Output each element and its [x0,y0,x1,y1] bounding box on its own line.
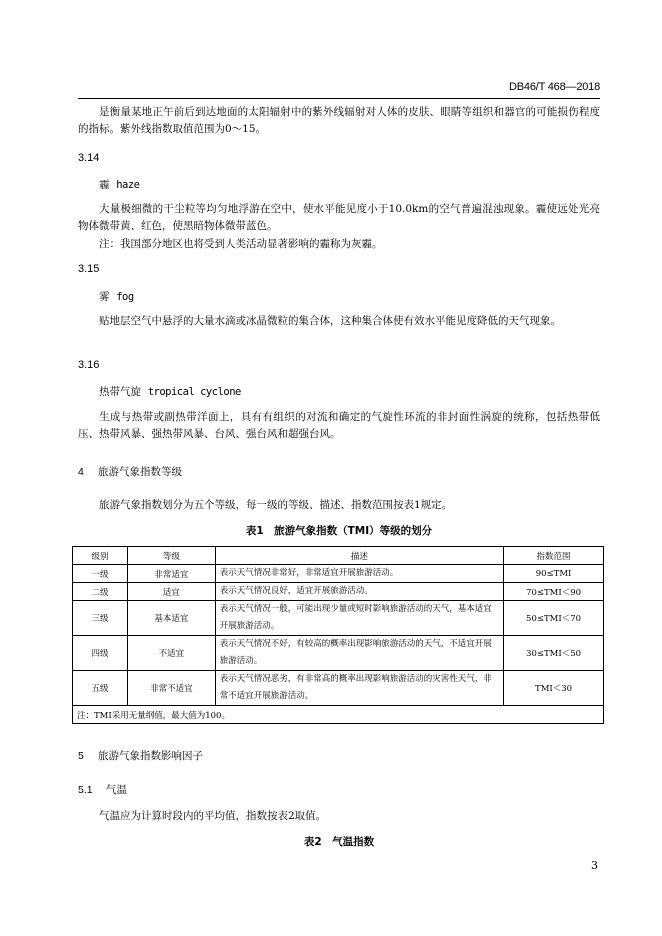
entry-term [99,177,139,192]
table-row [73,565,604,583]
grade-cell: 不适宜 [127,636,215,671]
range-cell: 70≤TMI＜90 [504,583,604,601]
table-caption: 表2 气温指数 [303,836,375,848]
grade-cell: 非常适宜 [127,565,215,583]
section-title: 旅游气象指数影响因子 [98,750,203,762]
subsection-heading [78,782,127,797]
page-number: 3 [591,859,598,872]
entry-definition: 贴地层空气中悬浮的大量水滴或冰晶微粒的集合体，这种集合体使有效水平能见度降低的天气现象。 [99,315,561,327]
table-header-cell: 级别 [73,547,128,565]
table-header-cell: 等级 [127,547,215,565]
level-cell: 五级 [73,671,128,706]
term-en: haze [116,179,140,191]
table-footnote-row [73,706,604,724]
entry-term [99,289,134,304]
grade-cell: 非常不适宜 [127,671,215,706]
description-cell: 表示天气情况恶劣，有非常高的概率出现影响旅游活动的灾害性天气，非常不适宜开展旅游活动。 [215,671,503,706]
section-heading [78,748,203,763]
entry-number: 3.16 [78,359,100,371]
term-cn: 霾 [99,179,110,191]
standard-number: DB46/T 468—2018 [509,81,600,93]
table-caption: 表1 旅游气象指数（TMI）等级的划分 [245,525,433,537]
entry-definition: 大量极细微的干尘粒等均匀地浮游在空中，使水平能见度小于10.0km的空气普遍混浊现象。霾使远处光亮物体微带黄、红色，使黑暗物体微带蓝色。 [78,203,600,232]
term-cn: 雾 [99,291,110,303]
entry-term [99,384,241,399]
section-number: 5 [78,750,84,762]
range-cell: 50≤TMI＜70 [504,601,604,636]
section-paragraph: 旅游气象指数划分为五个等级，每一级的等级、描述、指数范围按表1规定。 [99,499,453,511]
table-row [73,601,604,636]
table-row [73,636,604,671]
table-header-row [73,547,604,565]
table-row [73,583,604,601]
term-cn: 热带气旋 [99,386,141,398]
subsection-number: 5.1 [78,784,93,796]
entry-number: 3.15 [78,263,100,275]
term-en: fog [116,291,134,303]
level-cell: 一级 [73,565,128,583]
level-cell: 四级 [73,636,128,671]
level-cell: 二级 [73,583,128,601]
section-heading [78,464,182,479]
tmi-grade-table [72,546,604,724]
description-cell: 表示天气情况非常好，非常适宜开展旅游活动。 [215,565,503,583]
section-title: 旅游气象指数等级 [98,466,182,478]
range-cell: 90≤TMI [504,565,604,583]
grade-cell: 适宜 [127,583,215,601]
grade-cell: 基本适宜 [127,601,215,636]
range-cell: TMI＜30 [504,671,604,706]
entry-number: 3.14 [78,152,100,164]
header-divider [78,98,600,99]
level-cell: 三级 [73,601,128,636]
range-cell: 30≤TMI＜50 [504,636,604,671]
entry-note: 注：我国部分地区也将受到人类活动显著影响的霾称为灰霾。 [99,238,383,250]
intro-paragraph: 是衡量某地正午前后到达地面的太阳辐射中的紫外线辐射对人体的皮肤、眼睛等组织和器官的可能损伤程度的指标。紫外线指数取值范围为0～15。 [78,106,600,135]
entry-definition: 生成与热带或副热带洋面上，具有有组织的对流和确定的气旋性环流的非封面性涡旋的统称，包括热带低压、热带风暴、强热带风暴、台风、强台风和超强台风。 [78,411,600,440]
term-en: tropical cyclone [147,386,241,398]
description-cell: 表示天气情况一般，可能出现少量或短时影响旅游活动的天气，基本适宜开展旅游活动。 [215,601,503,636]
table-header-cell: 指数范围 [504,547,604,565]
subsection-paragraph: 气温应为计算时段内的平均值，指数按表2取值。 [99,810,327,822]
section-number: 4 [78,466,84,478]
description-cell: 表示天气情况不好，有较高的概率出现影响旅游活动的天气，不适宜开展旅游活动。 [215,636,503,671]
table-header-cell: 描述 [215,547,503,565]
description-cell: 表示天气情况良好，适宜开展旅游活动。 [215,583,503,601]
subsection-title: 气温 [106,784,127,796]
table-footnote: 注：TMI采用无量纲值，最大值为100。 [73,706,604,724]
table-row [73,671,604,706]
